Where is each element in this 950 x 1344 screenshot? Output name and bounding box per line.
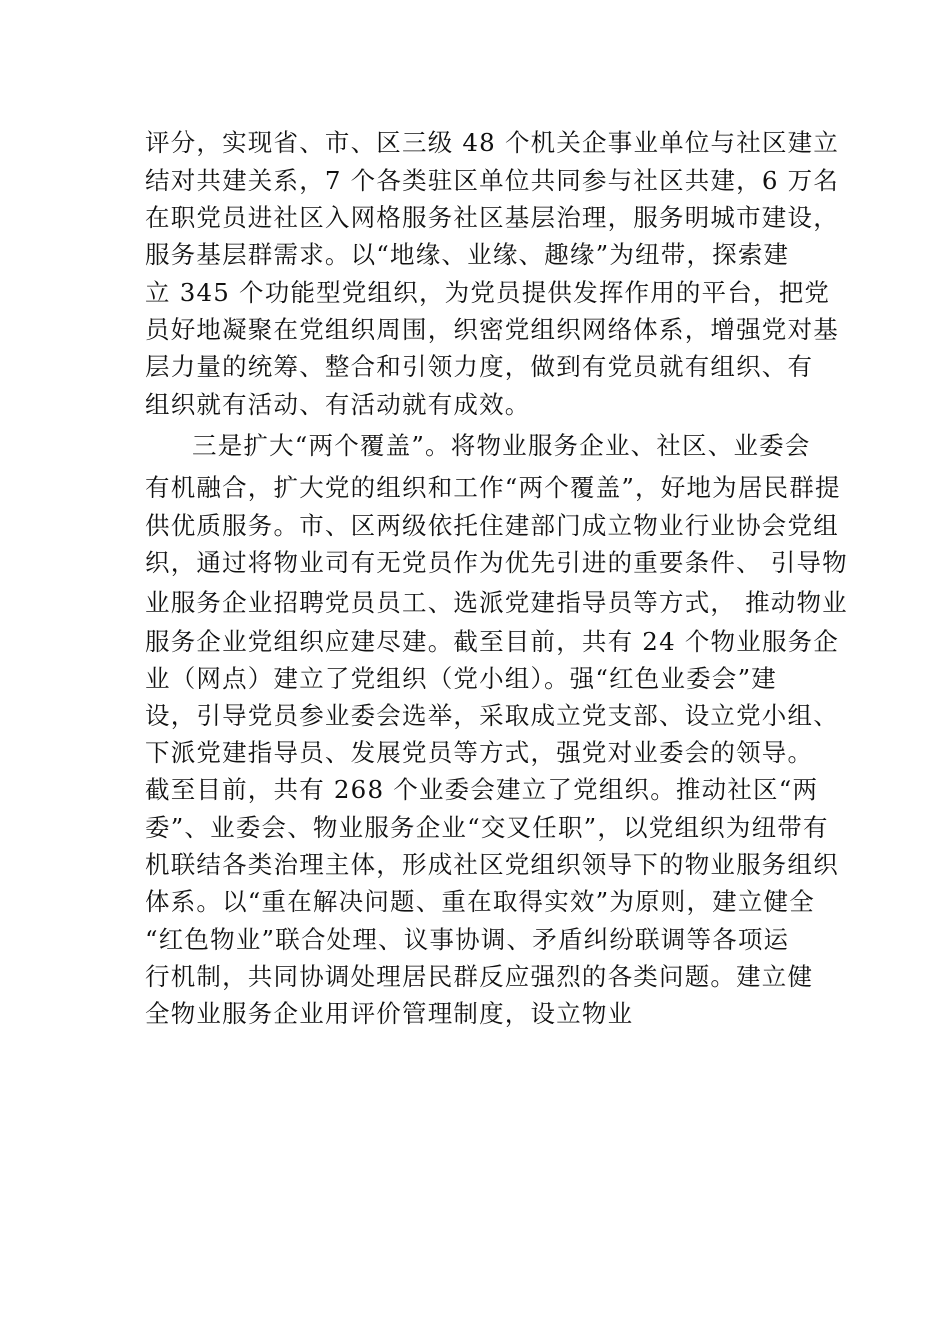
text-line: 业服务企业招聘党员员工、选派党建指导员等方式， 推动物业 xyxy=(145,588,848,617)
text-line: 员好地凝聚在党组织周围，织密党组织网络体系，增强党对基 xyxy=(145,315,839,344)
text-line: 立 345 个功能型党组织，为党员提供发挥作用的平台，把党 xyxy=(145,278,831,307)
text-line: 设，引导党员参业委会选举，采取成立党支部、设立党小组、 xyxy=(145,701,839,730)
text-line: 全物业服务企业用评价管理制度，设立物业 xyxy=(145,999,634,1028)
text-line: 评分，实现省、市、区三级 48 个机关企事业单位与社区建立 xyxy=(145,128,840,157)
text-line: 服务企业党组织应建尽建。截至目前，共有 24 个物业服务企 xyxy=(145,627,840,656)
text-line: 层力量的统筹、整合和引领力度，做到有党员就有组织、有 xyxy=(145,352,814,381)
text-line: 机联结各类治理主体，形成社区党组织领导下的物业服务组织 xyxy=(145,850,839,879)
text-line: 组织就有活动、有活动就有成效。 xyxy=(145,390,531,419)
text-line: 行机制，共同协调处理居民群反应强烈的各类问题。建立健 xyxy=(145,962,814,991)
text-line: 有机融合，扩大党的组织和工作“两个覆盖”，好地为居民群提 xyxy=(145,473,841,502)
paragraph-first-line: 三是扩大“两个覆盖”。将物业服务企业、社区、业委会 xyxy=(192,431,811,460)
text-line: 业（网点）建立了党组织（党小组）。强“红色业委会”建 xyxy=(145,664,777,693)
text-line: 在职党员进社区入网格服务社区基层治理，服务明城市建设， xyxy=(145,203,839,232)
text-line: 截至目前，共有 268 个业委会建立了党组织。推动社区“两 xyxy=(145,775,819,804)
text-line: 供优质服务。市、区两级依托住建部门成立物业行业协会党组 xyxy=(145,511,839,540)
text-line: 下派党建指导员、发展党员等方式，强党对业委会的领导。 xyxy=(145,738,814,767)
text-line: 服务基层群需求。以“地缘、业缘、趣缘”为纽带，探索建 xyxy=(145,240,790,269)
text-line: “红色物业”联合处理、议事协调、矛盾纠纷联调等各项运 xyxy=(145,925,790,954)
text-line: 织，通过将物业司有无党员作为优先引进的重要条件、 引导物 xyxy=(145,548,848,577)
text-line: 结对共建关系，7 个各类驻区单位共同参与社区共建，6 万名 xyxy=(145,166,840,195)
text-line: 委”、业委会、物业服务企业“交叉任职”，以党组织为纽带有 xyxy=(145,813,829,842)
text-line: 体系。以“重在解决问题、重在取得实效”为原则，建立健全 xyxy=(145,887,815,916)
